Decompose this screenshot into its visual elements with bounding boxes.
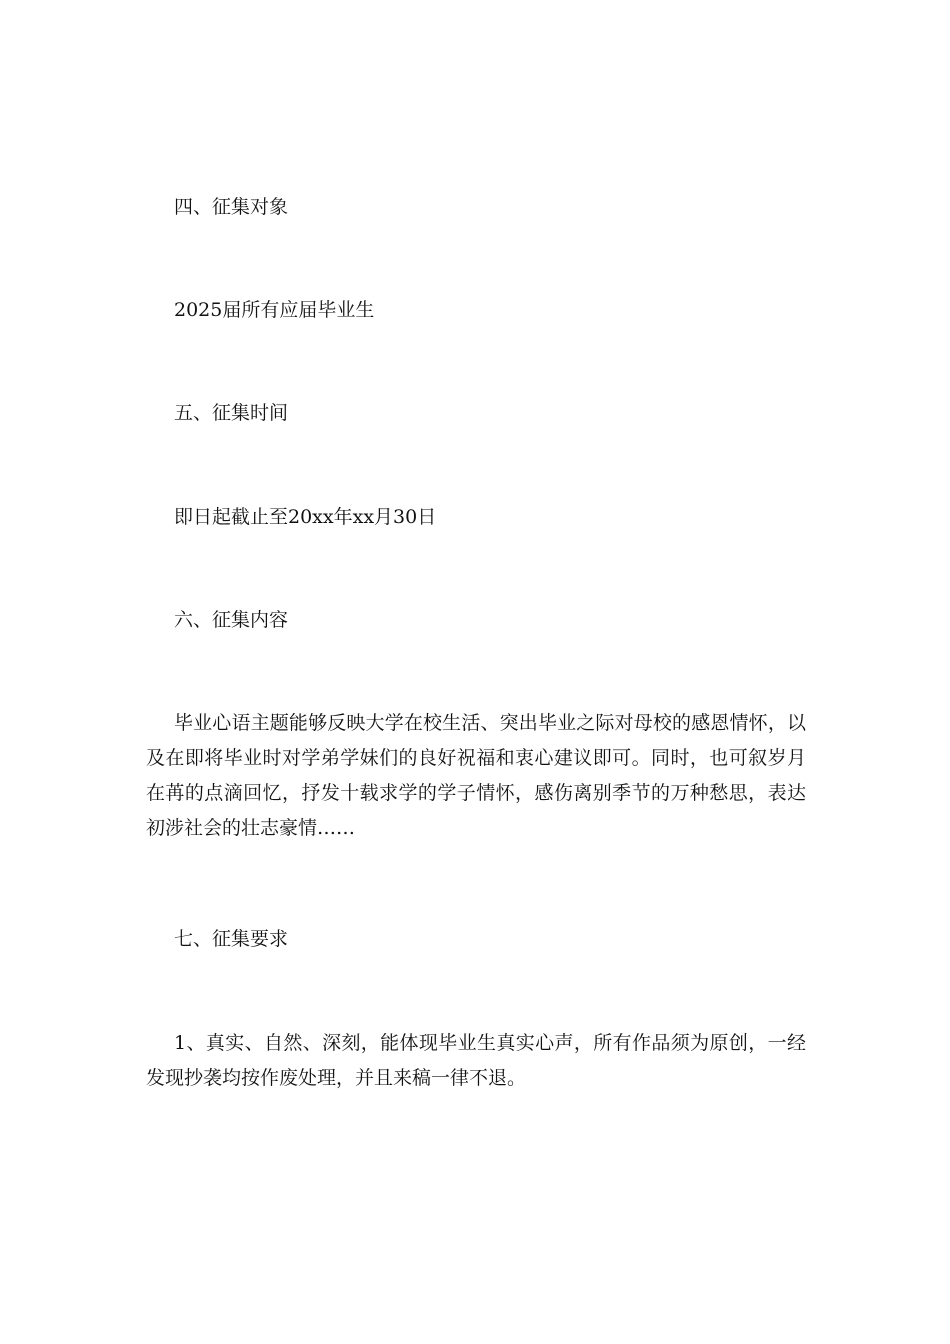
section-heading-7: 七、征集要求 [174, 928, 289, 950]
section-body-7: 1、真实、自然、深刻，能体现毕业生真实心声，所有作品须为原创，一经发现抄袭均按作废处理，并且来稿一律不退。 [146, 1032, 806, 1089]
section-body-6: 毕业心语主题能够反映大学在校生活、突出毕业之际对母校的感恩情怀，以及在即将毕业时对学弟学妹们的良好祝福和衷心建议即可。同时，也可叙岁月在苒的点滴回忆，抒发十载求学的学子情怀，感伤离别季节的万种愁思，表达初涉社会的壮志豪情…… [146, 712, 806, 839]
section-heading-4: 四、征集对象 [174, 196, 289, 218]
section-heading-6: 六、征集内容 [174, 609, 289, 631]
section-heading-5: 五、征集时间 [174, 402, 289, 424]
section-body-4: 2025届所有应届毕业生 [174, 299, 375, 321]
section-body-5: 即日起截止至20xx年xx月30日 [174, 506, 437, 528]
